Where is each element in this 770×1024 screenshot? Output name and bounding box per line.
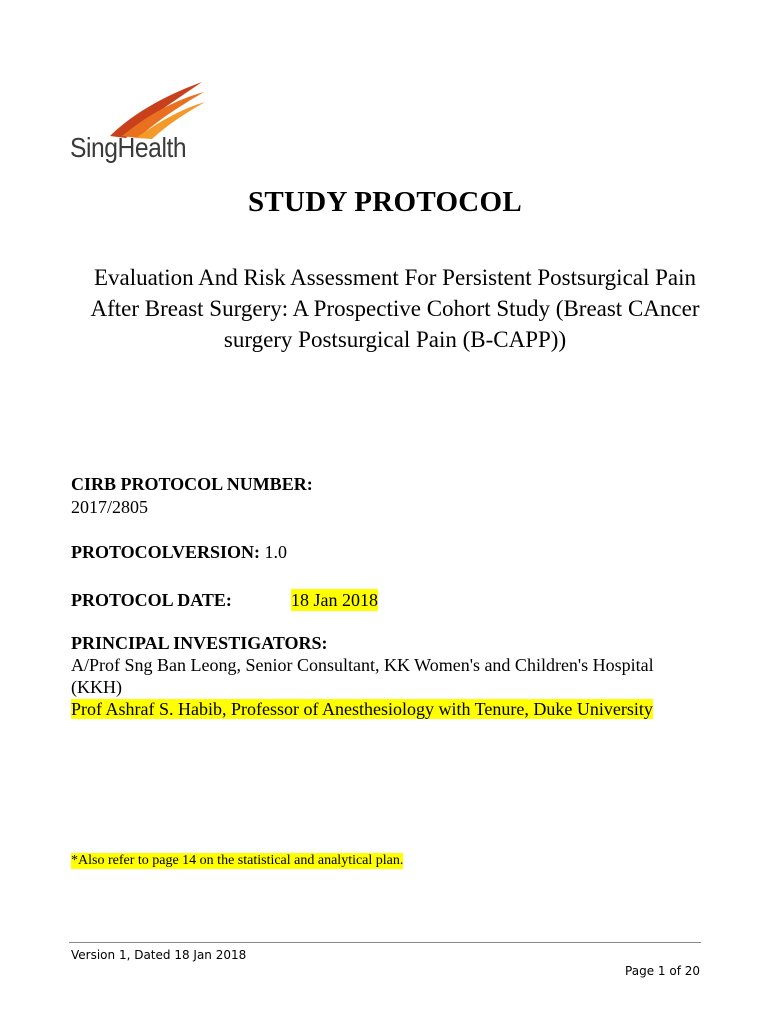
pi-label: PRINCIPAL INVESTIGATORS: — [71, 633, 328, 653]
footer-version: Version 1, Dated 18 Jan 2018 — [71, 948, 247, 962]
protocol-date — [71, 589, 378, 611]
analysis-note: *Also refer to page 14 on the statistical and analytical plan. — [71, 853, 404, 868]
swoosh-logo-icon — [106, 78, 206, 140]
pi-line-highlighted: Prof Ashraf S. Habib, Professor of Anesthesiology with Tenure, Duke University — [71, 699, 653, 719]
date-value: 18 Jan 2018 — [291, 590, 378, 610]
principal-investigators — [71, 632, 721, 720]
pi-line: A/Prof Sng Ban Leong, Senior Consultant, KK Women's and Children's Hospital — [71, 655, 654, 675]
pi-line: (KKH) — [71, 677, 122, 697]
protocol-version — [71, 541, 287, 563]
cirb-value: 2017/2805 — [71, 497, 149, 517]
document-title: STUDY PROTOCOL — [247, 186, 523, 218]
footer-page-number: Page 1 of 20 — [625, 964, 700, 978]
study-title — [60, 262, 730, 355]
study-title-line: surgery Postsurgical Pain (B-CAPP)) — [223, 327, 567, 352]
study-title-line: Evaluation And Risk Assessment For Persistent Postsurgical Pain — [93, 265, 697, 290]
version-label: PROTOCOLVERSION: — [71, 542, 261, 562]
study-title-line: After Breast Surgery: A Prospective Cohort Study (Breast CAncer — [90, 296, 700, 321]
logo-brand-text: SingHealth — [70, 132, 187, 163]
version-value: 1.0 — [264, 542, 288, 562]
singhealth-logo — [70, 78, 210, 178]
cirb-label: CIRB PROTOCOL NUMBER: — [71, 474, 313, 494]
footer-divider — [69, 942, 701, 943]
date-label: PROTOCOL DATE: — [71, 590, 232, 610]
